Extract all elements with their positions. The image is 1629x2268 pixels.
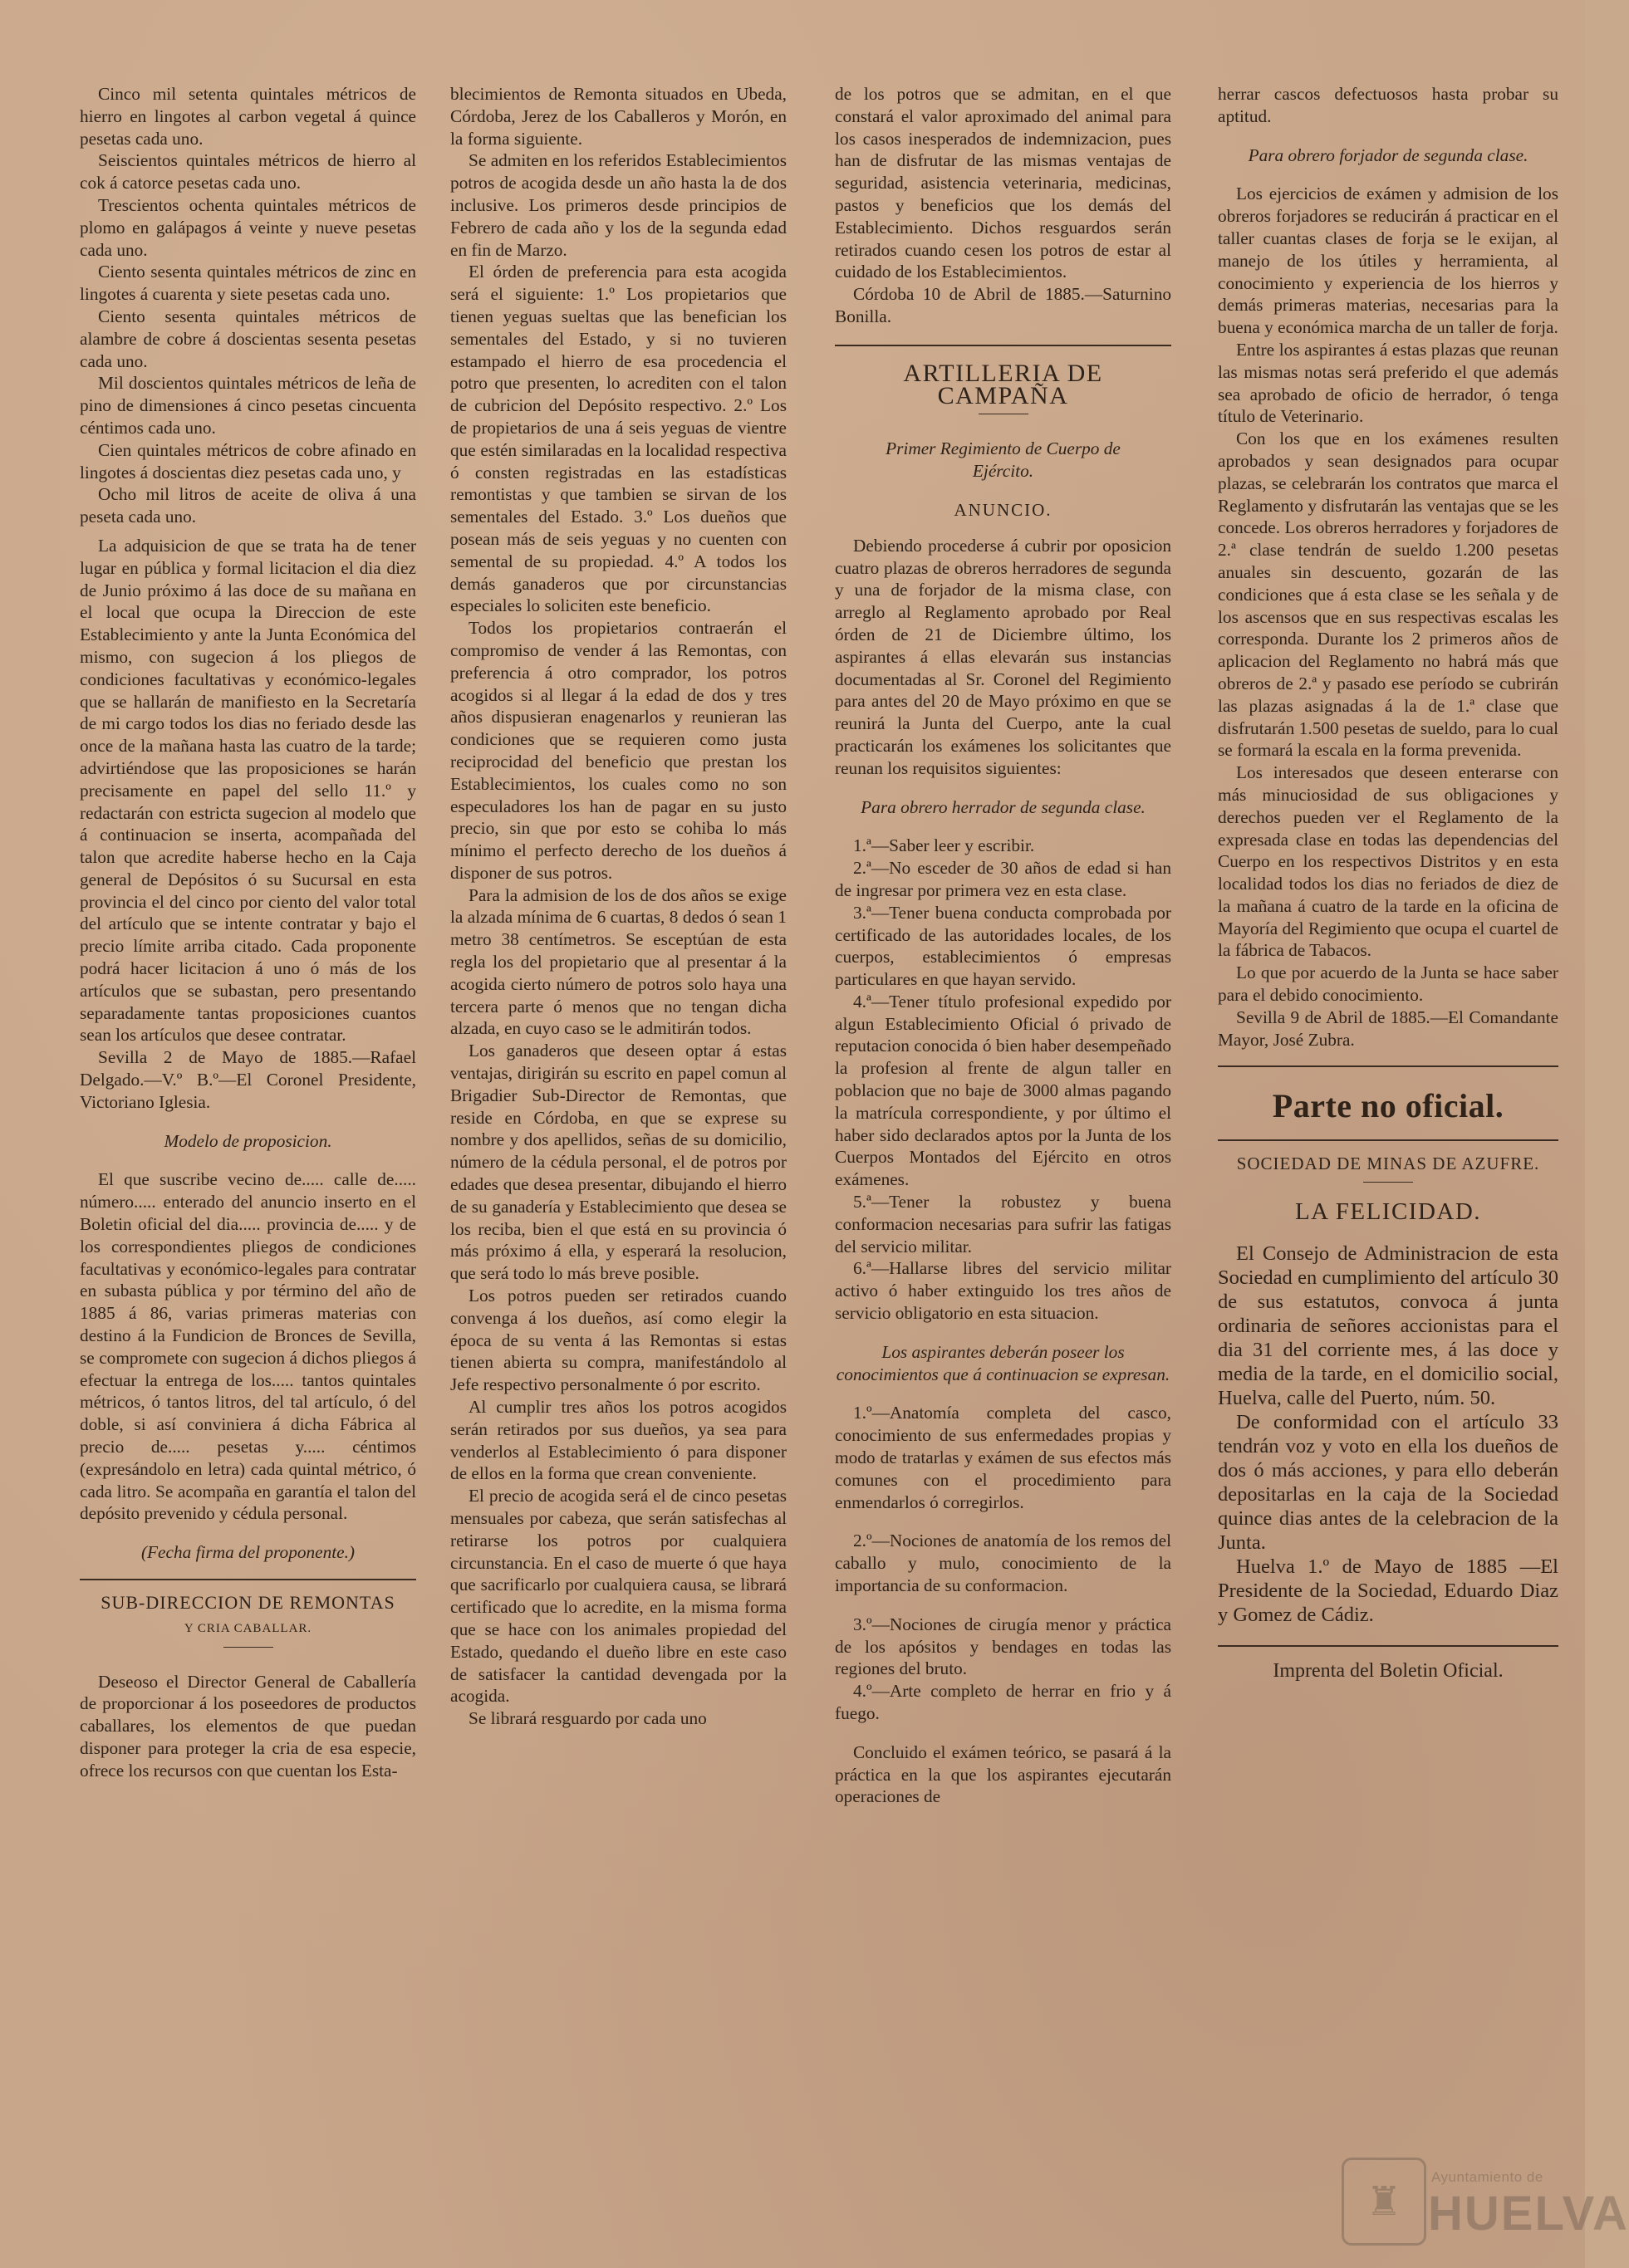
article-paragraph: blecimientos de Remonta situados en Ubeda, Córdoba, Jerez de los Caballeros y Morón, en la forma siguiente.: [450, 84, 787, 149]
article-paragraph: Ciento sesenta quintales métricos de zinc en lingotes á cuarenta y siete pesetas cada uno.: [80, 262, 416, 305]
section-heading-remontas: SUB-DIRECCION DE REMONTAS: [101, 1592, 395, 1613]
article-paragraph: Para la admision de los de dos años se exige la alzada mínima de 6 cuartas, 8 dedos ó sean 1 metro 38 centímetros. Se esceptúan de esta regla los del propietario que al presentar á la acogida cierto número de potros solo haya una tercera parte ó menos que no tengan dicha alzada, en cuyo caso se le admitirán todos.: [450, 884, 787, 1039]
requisito-item: 3.ª—Tener buena conducta comprobada por certificado de las autoridades locales, de los cuerpos, establecimientos ó empresas particulares en que hayan servido.: [835, 902, 1171, 990]
conocimiento-item: 2.º—Nociones de anatomía de los remos del caballo y mulo, conocimiento de la importancia de su conformacion.: [835, 1531, 1171, 1596]
signature-line: Córdoba 10 de Abril de 1885.—Saturnino Bonilla.: [835, 284, 1171, 326]
signature-line: Sevilla 2 de Mayo de 1885.—Rafael Delgado.—V.º B.º—El Coronel Presidente, Victoriano Iglesia.: [80, 1047, 416, 1112]
conocimiento-item: Concluido el exámen teórico, se pasará á la práctica en la que los aspirantes ejecutarán operaciones de: [835, 1741, 1171, 1807]
requisito-item: 6.ª—Hallarse libres del servicio militar activo ó haber extinguido los tres años de servicio obligatorio en esta situacion.: [835, 1258, 1171, 1324]
article-paragraph: Ocho mil litros de aceite de oliva á una peseta cada uno.: [80, 484, 416, 527]
firma-line: (Fecha firma del proponente.): [140, 1542, 356, 1563]
section-heading-artilleria: ARTILLERIA DE CAMPAÑA: [903, 359, 1103, 409]
article-paragraph: El precio de acogida será el de cinco pesetas mensuales por cabeza, que serán satisfechas al retirarse los potros por cualquiera circunstancia. En el caso de muerte ó que haya que sacrificarlo por cualquiera causa, se librará certificado que lo acredite, en la misma forma que se hace con los animales propiedad del Estado, quedando el dueño libre en este caso de satisfacer la cantidad devengada por la acogida.: [450, 1486, 787, 1707]
section-divider: [1218, 1139, 1558, 1141]
regimiento-title: Primer Regimiento de Cuerpo de Ejército.: [886, 438, 1121, 482]
requisito-item: 1.ª—Saber leer y escribir.: [853, 835, 1035, 856]
requisito-item: 4.ª—Tener título profesional expedido por algun Establecimiento Oficial ó privado de reputacion conocida ó bien haber desempeñado la profesion al frente de algun taller en poblacion que no baje de 3000 almas pagando la matrícula correspondiente, y por último el haber sido declarados aptos por la Junta de los Cuerpos Montados del Ejército en otros exámenes.: [835, 991, 1171, 1190]
felicidad-signature: Huelva 1.º de Mayo de 1885 —El Presidente de la Sociedad, Eduardo Diaz y Gomez de Cádiz.: [1218, 1555, 1558, 1626]
anuncio-text: Debiendo procederse á cubrir por oposicion cuatro plazas de obreros herradores de segunda y una de forjador de la misma clase, con arreglo al Reglamento aprobado por Real órden de 21 de Diciembre último, los aspirantes á ellas elevarán sus instancias documentadas al Sr. Coronel del Regimiento para antes del 20 de Mayo próximo en que se reunirá la Junta del Cuerpo, ante la cual practicarán los exámenes los solicitantes que reunan los requisitos siguientes:: [835, 535, 1171, 778]
watermark-big-text: HUELVA: [1428, 2187, 1629, 2241]
herrador-title: Para obrero herrador de segunda clase.: [861, 796, 1146, 817]
column-4: [1218, 83, 1558, 1683]
article-paragraph: Los interesados que deseen enterarse con más minuciosidad de sus obligaciones y derechos pueden ver el Reglamento de la expresada clase en todas las dependencias del Cuerpo en los respectivos Distritos y en esta localidad todos los dias no feriados de diez de la mañana á cuatro de la tarde en la oficina de Mayoría del Regimiento que ocupa el cuartel de la fábrica de Tabacos.: [1218, 762, 1558, 961]
short-divider: [1363, 1182, 1413, 1183]
article-paragraph: Los ejercicios de exámen y admision de los obreros forjadores se reducirán á practicar en el taller cuantas clases de forja se le exijan, al manejo de los útiles y herramienta, al conocimiento y experiencia de los hierros y demás primeras materias, necesarias para la buena y económica marcha de un taller de forja.: [1218, 184, 1558, 338]
article-paragraph: Entre los aspirantes á estas plazas que reunan las mismas notas será preferido el que además sea aprobado de oficio de herrador, ó tenga título de Veterinario.: [1218, 339, 1558, 427]
conocimiento-item: 3.º—Nociones de cirugía menor y práctica de los apósitos y bendages en todas las regiones del bruto.: [835, 1614, 1171, 1679]
article-paragraph: Con los que en los exámenes resulten aprobados y sean designados para ocupar plazas, se celebrarán los contratos que marca el Reglamento y disfrutarán las ventajas que se les concede. Los obreros herradores y forjadores de 2.ª clase tendrán de sueldo 1.200 pesetas anuales sin descuento, gozarán de las condiciones que á esta clase se les señala y de los ascensos que en sus respectivas escalas les corresponda. Durante los 2 primeros años de aplicacion del Reglamento no habrá más que obreros de 2.ª y pasado ese período se cubrirán las plazas asignadas á la de 1.ª clase que disfrutarán 1.500 pesetas de sueldo, para lo cual se formará la escala en la forma prevenida.: [1218, 429, 1558, 761]
aspirantes-title: Los aspirantes deberán poseer los conocimientos que á continuacion se expresan.: [836, 1341, 1170, 1384]
conocimiento-item: 1.º—Anatomía completa del casco, conocimiento de sus enfermedades propias y modo de tratarlas y exámen de sus efectos más comunes con el procedimiento para enmendarlos ó corregirlos.: [835, 1403, 1171, 1512]
section-divider: [1218, 1645, 1558, 1647]
huelva-watermark: [1342, 2151, 1629, 2249]
sociedad-heading: SOCIEDAD DE MINAS DE AZUFRE.: [1236, 1154, 1540, 1174]
article-paragraph: Deseoso el Director General de Caballería de proporcionar á los poseedores de productos caballares, los elementos de que puedan disponer para proteger la cria de esa especie, ofrece los recursos con que cuentan los Esta-: [80, 1671, 416, 1781]
article-paragraph: Trescientos ochenta quintales métricos de plomo en galápagos á veinte y nueve pesetas cada uno.: [80, 194, 416, 260]
forjador-title: Para obrero forjador de segunda clase.: [1248, 145, 1528, 165]
short-divider: [223, 1647, 273, 1648]
article-paragraph: Cinco mil setenta quintales métricos de hierro en lingotes al carbon vegetal á quince pesetas cada uno.: [80, 84, 416, 149]
requisito-item: 2.ª—No esceder de 30 años de edad si han de ingresar por primera vez en esta clase.: [835, 858, 1171, 900]
felicidad-heading: LA FELICIDAD.: [1294, 1198, 1482, 1226]
signature-line: Sevilla 9 de Abril de 1885.—El Comandante Mayor, José Zubra.: [1218, 1007, 1558, 1050]
modelo-text: El que suscribe vecino de..... calle de..... número..... enterado del anuncio inserto en el Boletin oficial del dia..... provincia de..... y de los correspondientes pliegos de condiciones facultativas y económico-legales para contratar en subasta pública y por término del año de 1885 á 86, varias primeras materias con destino á la Fundicion de Bronces de Sevilla, se compromete con sugecion á dichos pliegos á efectuar la entrega de los..... tantos quintales métricos, ó tantos litros, del tal artículo, ó del doble, si así conviniera á dicha Fábrica al precio de..... pesetas y..... céntimos (expresándolo en letra) cada quintal métrico, ó cada litro. Se acompaña en garantía el talon del depósito prevenido y cédula personal.: [80, 1169, 416, 1524]
column-3: [835, 83, 1171, 1808]
section-subheading: Y CRIA CABALLAR.: [184, 1621, 312, 1635]
article-paragraph: Se admiten en los referidos Establecimientos potros de acogida desde un año hasta la de dos inclusive. Los primeros desde principios de Febrero de cada año y los de la segunda edad en fin de Marzo.: [450, 150, 787, 260]
crest-icon: ♜: [1342, 2158, 1426, 2246]
article-paragraph: Mil doscientos quintales métricos de leña de pino de dimensiones á cinco pesetas cincuenta céntimos cada uno.: [80, 373, 416, 438]
article-paragraph: La adquisicion de que se trata ha de tener lugar en pública y formal licitacion el dia diez de Junio próximo á las doce de su mañana en el local que ocupa la Direccion de este Establecimiento y ante la Junta Económica del mismo, con sugecion á los pliegos de condiciones facultativas y económico-legales que se hallarán de manifiesto en la Secretaría de mi cargo todos los dias no feriado desde las once de la mañana hasta las cuatro de la tarde; advirtiéndose que las proposiciones se harán precisamente en papel del sello 11.º y redactarán con estricta sugecion al modelo que á continuacion se inserta, acompañada del talon que acredite haberse hecho en la Caja general de Depósitos ó su Sucursal en esta provincia el del cinco por ciento del valor total del artículo que se intente contratar y bajo el precio límite arriba citado. Cada proponente podrá hacer licitacion á uno ó más de los artículos que se subastan, pero presentando separadamente tantas proposiciones cuantos sean los artículos que desee contratar.: [80, 535, 416, 1046]
watermark-small-text: Ayuntamiento de: [1431, 2169, 1543, 2185]
column-1: [80, 83, 416, 1782]
article-paragraph: Los ganaderos que deseen optar á estas ventajas, dirigirán su escrito en papel comun al Brigadier Sub-Director de Remontas, que reside en Córdoba, en que se exprese su nombre y dos apellidos, señas de su domicilio, número de la cédula personal, el de potros por edades que desea presentar, dibujando el hierro de su ganadería y Establecimiento que desea se los reciba, bien el que está en su provincia ó más próximo á ella, y esperará la resolucion, que será todo lo más breve posible.: [450, 1041, 787, 1284]
article-paragraph: Al cumplir tres años los potros acogidos serán retirados por sus dueños, ya sea para venderlos al Establecimiento ó para disponer de ellos en la forma que crean conveniente.: [450, 1397, 787, 1484]
parte-no-oficial-heading: Parte no oficial.: [1272, 1087, 1504, 1125]
article-paragraph: El órden de preferencia para esta acogida será el siguiente: 1.º Los propietarios que tienen yeguas sueltas que las benefician los sementales del Estado, y si no tuvieren estampado el hierro de esa procedencia el potro que presenten, lo acrediten con el talon de cubricion del Depósito respectivo. 2.º Los de propietarios de una á seis yeguas de vientre que estén similaradas en la localidad respectiva ó consten registradas en las estadísticas remontistas y que tambien se sirvan de los sementales del Estado. 3.º Los dueños que posean más de seis yeguas y no cuenten con semental de su propiedad. 4.º A todos los demás ganaderos que por circunstancias especiales lo soliciten este beneficio.: [450, 262, 787, 616]
section-divider: [80, 1579, 416, 1580]
section-divider: [835, 345, 1171, 346]
felicidad-paragraph: De conformidad con el artículo 33 tendrán voz y voto en ella los dueños de dos ó más acciones, y para ello deberán depositarlas en la caja de la Sociedad quince dias antes de la celebracion de la Junta.: [1218, 1410, 1558, 1554]
article-paragraph: Se librará resguardo por cada uno: [469, 1708, 707, 1729]
section-divider: [1218, 1065, 1558, 1067]
felicidad-paragraph: El Consejo de Administracion de esta Sociedad en cumplimiento del artículo 30 de sus estatutos, convoca á junta ordinaria de señores accionistas para el dia 31 del corriente mes, á las doce y media de la tarde, en el domicilio social, Huelva, calle del Puerto, núm. 50.: [1218, 1242, 1558, 1409]
imprenta-line: Imprenta del Boletin Oficial.: [1273, 1659, 1504, 1682]
article-paragraph: Cien quintales métricos de cobre afinado en lingotes á doscientas diez pesetas cada uno, y: [80, 439, 416, 483]
article-paragraph: Ciento sesenta quintales métricos de alambre de cobre á doscientas sesenta pesetas cada uno.: [80, 306, 416, 371]
article-paragraph: de los potros que se admitan, en el que constará el valor aproximado del animal para los casos inesperados de indemnizacion, pues han de disfrutar de las mismas ventajas de seguridad, asistencia veterinaria, medicinas, pastos y beneficios que los demás del Establecimiento. Dichos resguardos serán retirados cuando cesen los potros de estar al cuidado de los Establecimientos.: [835, 84, 1171, 282]
article-paragraph: herrar cascos defectuosos hasta probar su aptitud.: [1218, 84, 1558, 126]
conocimiento-item: 4.º—Arte completo de herrar en frio y á fuego.: [835, 1681, 1171, 1723]
column-2: [450, 83, 787, 1730]
anuncio-heading: ANUNCIO.: [954, 499, 1052, 520]
requisito-item: 5.ª—Tener la robustez y buena conformacion necesarias para sufrir las fatigas del servicio militar.: [835, 1192, 1171, 1256]
article-paragraph: Seiscientos quintales métricos de hierro al cok á catorce pesetas cada uno.: [80, 150, 416, 193]
article-paragraph: Lo que por acuerdo de la Junta se hace saber para el debido conocimiento.: [1218, 963, 1558, 1006]
article-paragraph: Los potros pueden ser retirados cuando convenga á los dueños, así como elegir la época de su venta á las Remontas si estas tienen abierta su compra, manifestándolo al Jefe respectivo personalmente ó por escrito.: [450, 1286, 787, 1395]
article-paragraph: Todos los propietarios contraerán el compromiso de vender á las Remontas, con preferencia á otro comprador, los potros acogidos si al llegar á la edad de dos y tres años dispusieran enagenarlos y reunieran las condiciones que se requieren como justa reciprocidad del beneficio que prestan los Establecimientos, los cuales como no son especuladores los han de pagar en su justo precio, sin que por esto se cohiba lo más mínimo el perfecto derecho de los dueños á disponer de sus potros.: [450, 618, 787, 883]
modelo-title: Modelo de proposicion.: [164, 1130, 332, 1151]
